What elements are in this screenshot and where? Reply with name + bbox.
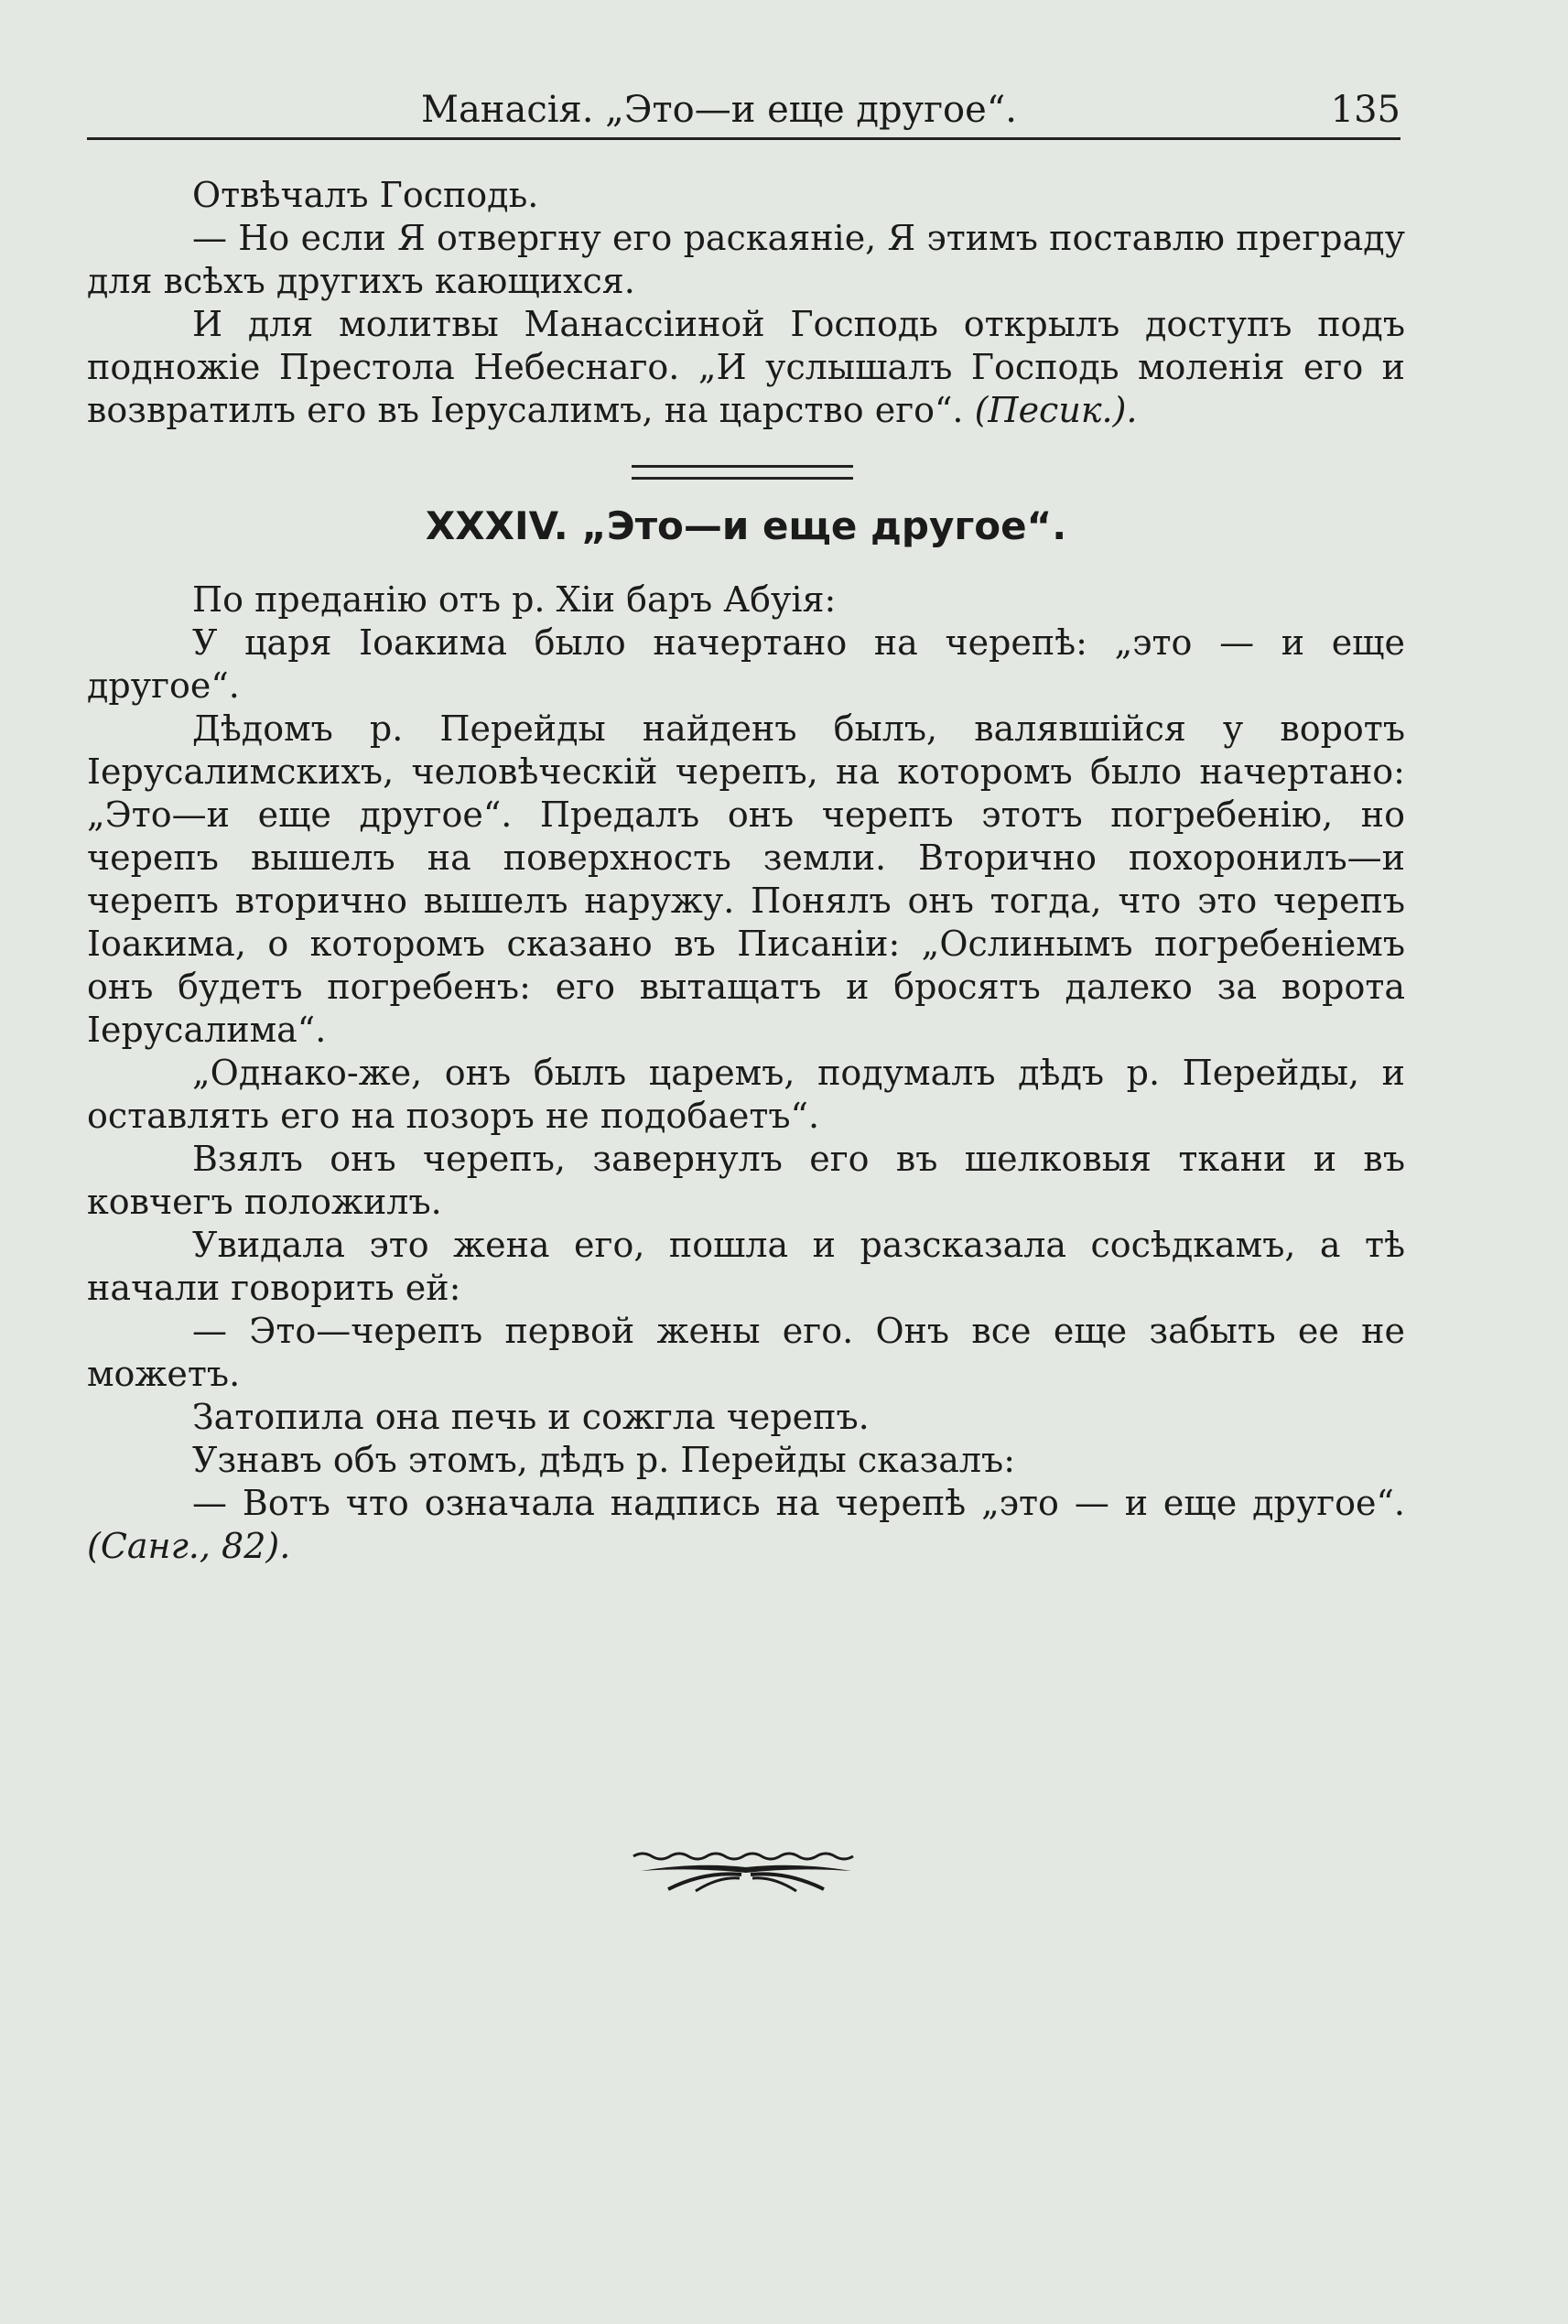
source-citation: (Санг., 82). bbox=[87, 1526, 291, 1566]
paragraph: По преданію отъ р. Хіи баръ Абуія: bbox=[192, 579, 837, 620]
paragraph: „Однако-же, онъ былъ царемъ, подумалъ дѣдъ р. Перейды, и оставлять его на позоръ не подобаетъ“. bbox=[87, 1053, 1405, 1136]
paragraph: Отвѣчалъ Господь. bbox=[192, 175, 539, 215]
paragraph: — Вотъ что означала надпись на черепѣ „это — и еще другое“. (Санг., 82). bbox=[87, 1483, 1405, 1566]
double-rule-separator-icon bbox=[632, 465, 853, 480]
paragraph: Узнавъ объ этомъ, дѣдъ р. Перейды сказалъ: bbox=[192, 1440, 1016, 1480]
paragraph: Взялъ онъ черепъ, завернулъ его въ шелковыя ткани и въ ковчегъ положилъ. bbox=[87, 1139, 1405, 1222]
running-title: Манасія. „Это—и еще другое“. bbox=[421, 89, 1017, 131]
source-citation: (Песик.). bbox=[974, 390, 1138, 430]
paragraph: У царя Іоакима было начертано на черепѣ: „это — и еще другое“. bbox=[87, 622, 1405, 706]
paragraph: Затопила она печь и сожгла черепъ. bbox=[192, 1397, 870, 1437]
previous-story bbox=[87, 174, 1405, 432]
chapter-body bbox=[87, 578, 1405, 1568]
page-number: 135 bbox=[1330, 89, 1400, 131]
ornamental-tailpiece-icon bbox=[632, 1849, 860, 1895]
chapter-title: XXXIV. „Это—и еще другое“. bbox=[425, 503, 1067, 548]
paragraph: — Это—черепъ первой жены его. Онъ все еще забыть ее не можетъ. bbox=[87, 1311, 1405, 1394]
header-rule bbox=[87, 137, 1400, 140]
paragraph: — Но если Я отвергну его раскаяніе, Я этимъ поставлю преграду для всѣхъ другихъ кающихся. bbox=[87, 218, 1405, 301]
running-head bbox=[87, 82, 1400, 137]
paragraph: Дѣдомъ р. Перейды найденъ былъ, валявшійся у воротъ Іерусалимскихъ, человѣческій черепъ, на которомъ было начертано: „Это—и еще другое“. Предалъ онъ черепъ этотъ погребенію, но черепъ вышелъ на поверхность земли. Вторично похоронилъ—и черепъ вторично вышелъ наружу. Понялъ онъ тогда, что это черепъ Іоакима, о которомъ сказано въ Писаніи: „Ослинымъ погребеніемъ онъ будетъ погребенъ: его вытащатъ и бросятъ далеко за ворота Іерусалима“. bbox=[87, 708, 1405, 1050]
paragraph: Увидала это жена его, пошла и разсказала сосѣдкамъ, а тѣ начали говорить ей: bbox=[87, 1225, 1405, 1308]
paragraph: И для молитвы Манассіиной Господь открылъ доступъ подъ подножіе Престола Небеснаго. „И услышалъ Господь моленія его и возвратилъ его въ Іерусалимъ, на царство его“. (Песик.). bbox=[87, 304, 1405, 430]
